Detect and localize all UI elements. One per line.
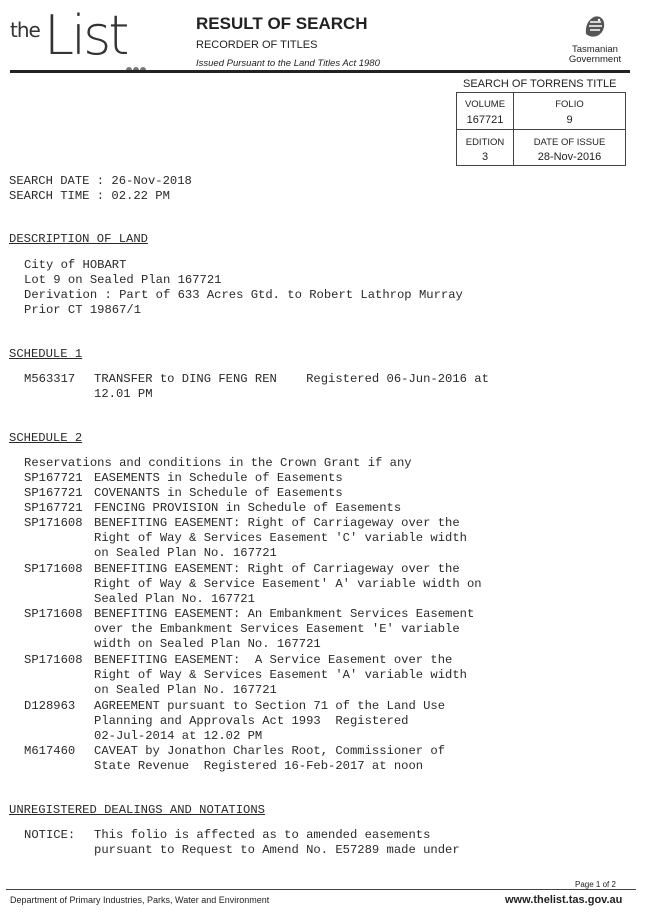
schedule-2-ref: SP167721	[24, 471, 83, 485]
notice-label: NOTICE:	[24, 828, 76, 842]
schedule-1-ref: M563317	[24, 372, 76, 386]
description-line: Prior CT 19867/1	[24, 303, 142, 317]
gov-line-1: Tasmanian	[572, 44, 618, 55]
schedule-2-text: on Sealed Plan No. 167721	[94, 546, 277, 560]
notice-text: This folio is affected as to amended easements	[94, 828, 431, 842]
torrens-title: SEARCH OF TORRENS TITLE	[463, 78, 617, 90]
schedule-2-text: CAVEAT by Jonathon Charles Root, Commissioner of	[94, 744, 446, 758]
search-time: SEARCH TIME : 02.22 PM	[9, 189, 170, 203]
date-of-issue-label: DATE OF ISSUE	[533, 137, 606, 148]
volume-label: VOLUME	[464, 99, 506, 110]
search-date: SEARCH DATE : 26-Nov-2018	[9, 174, 192, 188]
title-reference-table	[456, 92, 626, 166]
schedule-2-text: Right of Way & Services Easement 'C' variable width	[94, 531, 467, 545]
schedule-2-ref: M617460	[24, 744, 76, 758]
schedule-2-text: Planning and Approvals Act 1993 Registered	[94, 714, 409, 728]
description-heading: DESCRIPTION OF LAND	[9, 232, 148, 246]
schedule-2-ref: SP167721	[24, 486, 83, 500]
schedule-2-text: BENEFITING EASEMENT: A Service Easement over the	[94, 653, 453, 667]
page-number: Page 1 of 2	[575, 880, 616, 889]
schedule-2-text: Right of Way & Services Easement 'A' variable width	[94, 668, 467, 682]
schedule-2-ref: SP167721	[24, 501, 83, 515]
footer-divider	[6, 889, 636, 890]
edition-label: EDITION	[465, 137, 505, 148]
tasmanian-tiger-icon	[582, 12, 608, 40]
schedule-1-text: TRANSFER to DING FENG REN Registered 06-Jun-2016 at	[94, 372, 489, 386]
schedule-2-text: COVENANTS in Schedule of Easements	[94, 486, 343, 500]
schedule-2-text: on Sealed Plan No. 167721	[94, 683, 277, 697]
description-line: Lot 9 on Sealed Plan 167721	[24, 273, 222, 287]
folio-label: FOLIO	[555, 99, 584, 110]
schedule-2-text: EASEMENTS in Schedule of Easements	[94, 471, 343, 485]
description-line: City of HOBART	[24, 258, 127, 272]
schedule-2-ref: SP171608	[24, 516, 83, 530]
schedule-2-text: Right of Way & Service Easement' A' variable width on	[94, 577, 482, 591]
thelist-logo	[10, 4, 150, 72]
document-subtitle: RECORDER OF TITLES	[196, 39, 318, 51]
header-divider	[10, 70, 630, 73]
notice-text: pursuant to Request to Amend No. E57289 made under	[94, 843, 460, 857]
schedule-2-ref: SP171608	[24, 653, 83, 667]
document-title: RESULT OF SEARCH	[196, 14, 368, 33]
schedule-2-text: BENEFITING EASEMENT: Right of Carriageway over the	[94, 516, 460, 530]
schedule-2-ref: SP171608	[24, 562, 83, 576]
schedule-2-text: FENCING PROVISION in Schedule of Easements	[94, 501, 402, 515]
schedule-2-ref: SP171608	[24, 607, 83, 621]
unregistered-heading: UNREGISTERED DEALINGS AND NOTATIONS	[9, 803, 265, 817]
logo-dots-icon	[126, 60, 147, 78]
issued-pursuant-note: Issued Pursuant to the Land Titles Act 1980	[196, 58, 380, 69]
folio-value: 9	[566, 114, 573, 126]
website-link[interactable]: www.thelist.tas.gov.au	[505, 894, 623, 906]
schedule-2-text: BENEFITING EASEMENT: An Embankment Services Easement	[94, 607, 475, 621]
gov-line-2: Government	[568, 54, 622, 65]
schedule-2-text: AGREEMENT pursuant to Section 71 of the Land Use	[94, 699, 446, 713]
schedule-1-heading: SCHEDULE 1	[9, 347, 83, 361]
schedule-2-heading: SCHEDULE 2	[9, 431, 83, 445]
schedule-2-text: BENEFITING EASEMENT: Right of Carriageway over the	[94, 562, 460, 576]
volume-value: 167721	[466, 114, 504, 126]
tasmanian-government-logo	[560, 12, 630, 65]
schedule-2-text: Sealed Plan No. 167721	[94, 592, 255, 606]
date-of-issue-value: 28-Nov-2016	[537, 151, 602, 163]
logo-the-text: the	[10, 18, 40, 42]
description-line: Derivation : Part of 633 Acres Gtd. to Robert Lathrop Murray	[24, 288, 463, 302]
schedule-2-text: 02-Jul-2014 at 12.02 PM	[94, 729, 263, 743]
department-name: Department of Primary Industries, Parks, Water and Environment	[10, 895, 270, 905]
schedule-2-text: width on Sealed Plan No. 167721	[94, 637, 321, 651]
schedule-2-intro: Reservations and conditions in the Crown Grant if any	[24, 456, 412, 470]
schedule-2-ref: D128963	[24, 699, 76, 713]
schedule-2-text: State Revenue Registered 16-Feb-2017 at noon	[94, 759, 424, 773]
logo-list-text: List	[44, 4, 127, 67]
schedule-2-text: over the Embankment Services Easement 'E' variable	[94, 622, 460, 636]
edition-value: 3	[481, 151, 489, 163]
schedule-1-text: 12.01 PM	[94, 387, 153, 401]
